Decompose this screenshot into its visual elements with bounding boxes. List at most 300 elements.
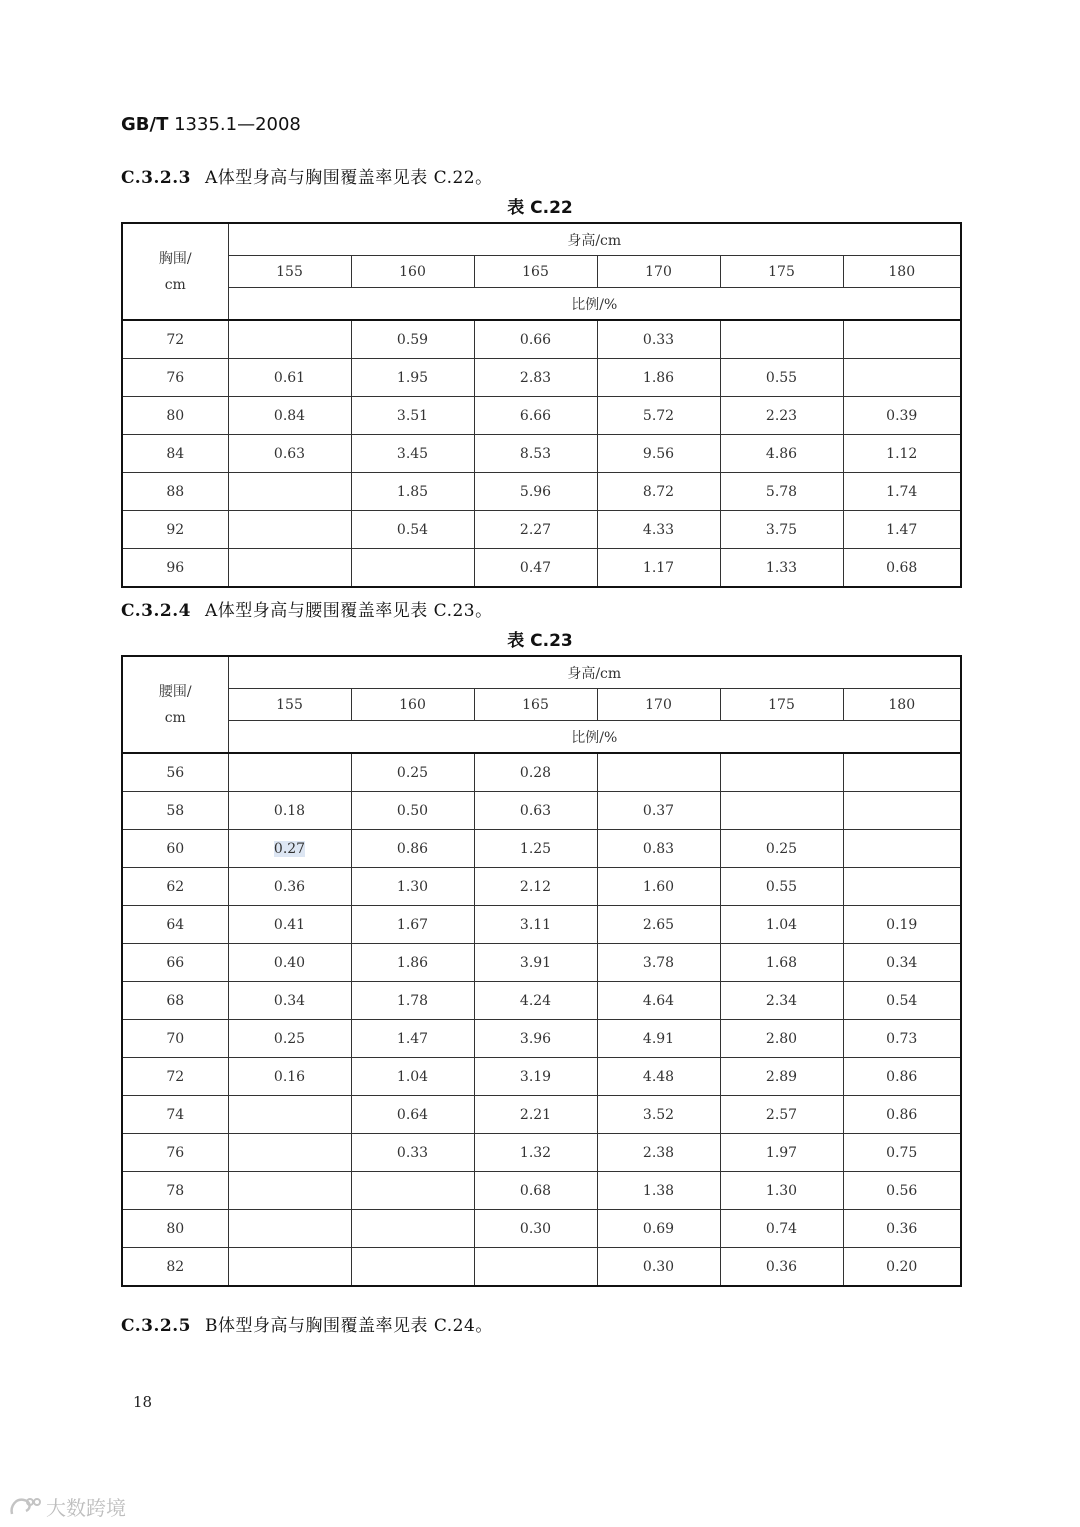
value-cell bbox=[843, 1134, 961, 1172]
value-text: 2.38 bbox=[642, 1144, 675, 1161]
value-cell bbox=[351, 1172, 474, 1210]
value-cell bbox=[474, 320, 597, 359]
clause-c324 bbox=[121, 596, 493, 621]
value-text: 3.11 bbox=[519, 916, 552, 933]
row-label: 74 bbox=[122, 1096, 228, 1134]
value-cell bbox=[843, 1058, 961, 1096]
value-cell bbox=[474, 511, 597, 549]
value-text: 4.24 bbox=[519, 992, 552, 1009]
table-row bbox=[122, 1210, 961, 1248]
value-cell bbox=[351, 435, 474, 473]
row-header-line: 胸围/ bbox=[158, 250, 192, 267]
row-header-cell bbox=[122, 656, 228, 753]
ratio-row bbox=[122, 288, 961, 321]
table-row bbox=[122, 868, 961, 906]
row-header-line: 腰围/ bbox=[158, 683, 192, 700]
value-cell bbox=[351, 1058, 474, 1096]
height-cell: 160 bbox=[351, 256, 474, 288]
value-cell bbox=[720, 359, 843, 397]
row-label: 96 bbox=[122, 549, 228, 588]
value-cell bbox=[843, 1210, 961, 1248]
value-cell bbox=[843, 753, 961, 792]
value-text: 1.74 bbox=[886, 483, 918, 500]
row-label: 64 bbox=[122, 906, 228, 944]
value-cell bbox=[228, 397, 351, 435]
value-cell bbox=[351, 868, 474, 906]
clause-text: B体型身高与胸围覆盖率见表 C.24。 bbox=[204, 1316, 493, 1336]
value-cell bbox=[720, 753, 843, 792]
value-text: 5.72 bbox=[642, 407, 675, 424]
row-label: 62 bbox=[122, 868, 228, 906]
table-row bbox=[122, 1134, 961, 1172]
value-cell bbox=[474, 397, 597, 435]
value-cell bbox=[720, 1172, 843, 1210]
value-cell bbox=[228, 435, 351, 473]
value-text: 1.04 bbox=[396, 1068, 429, 1085]
value-cell bbox=[228, 1248, 351, 1287]
value-cell bbox=[843, 1248, 961, 1287]
table-row bbox=[122, 944, 961, 982]
row-label: 72 bbox=[122, 1058, 228, 1096]
clause-text: A体型身高与胸围覆盖率见表 C.22。 bbox=[204, 168, 493, 188]
value-cell bbox=[720, 792, 843, 830]
height-cell: 160 bbox=[351, 689, 474, 721]
value-cell bbox=[597, 397, 720, 435]
value-text: 0.30 bbox=[519, 1220, 552, 1237]
value-text: 4.33 bbox=[642, 521, 675, 538]
value-text: 0.68 bbox=[519, 1182, 552, 1199]
table-row bbox=[122, 1248, 961, 1287]
value-cell bbox=[597, 1058, 720, 1096]
value-cell bbox=[843, 511, 961, 549]
value-cell bbox=[843, 830, 961, 868]
value-text: 1.30 bbox=[396, 878, 429, 895]
value-cell bbox=[228, 830, 351, 868]
value-cell bbox=[228, 359, 351, 397]
value-text: 0.54 bbox=[886, 992, 918, 1009]
standard-number: 1335.1—2008 bbox=[174, 114, 301, 135]
value-text: 5.96 bbox=[519, 483, 552, 500]
value-text: 0.64 bbox=[396, 1106, 429, 1123]
value-cell bbox=[843, 1096, 961, 1134]
value-cell bbox=[351, 320, 474, 359]
value-text: 0.20 bbox=[886, 1258, 918, 1275]
value-cell bbox=[474, 549, 597, 588]
row-header-unit: cm bbox=[164, 709, 186, 726]
value-cell bbox=[474, 868, 597, 906]
value-cell bbox=[351, 1248, 474, 1287]
value-cell bbox=[474, 944, 597, 982]
value-cell bbox=[228, 1096, 351, 1134]
table-c23-caption: 表 C.23 bbox=[507, 631, 573, 651]
value-cell bbox=[228, 944, 351, 982]
row-label: 70 bbox=[122, 1020, 228, 1058]
value-text: 0.83 bbox=[642, 840, 675, 857]
value-text: 0.56 bbox=[886, 1182, 918, 1199]
value-text: 0.61 bbox=[273, 369, 306, 386]
table-row bbox=[122, 549, 961, 588]
value-text: 2.89 bbox=[765, 1068, 798, 1085]
value-text: 4.48 bbox=[642, 1068, 675, 1085]
value-text: 8.72 bbox=[642, 483, 675, 500]
value-text: 0.37 bbox=[642, 802, 675, 819]
heights-row bbox=[122, 689, 961, 721]
value-cell bbox=[351, 549, 474, 588]
value-text: 5.78 bbox=[765, 483, 798, 500]
value-text: 0.39 bbox=[886, 407, 918, 424]
value-cell bbox=[720, 511, 843, 549]
value-cell bbox=[597, 944, 720, 982]
value-text: 0.16 bbox=[273, 1068, 306, 1085]
value-cell bbox=[228, 906, 351, 944]
value-cell bbox=[843, 868, 961, 906]
value-cell bbox=[843, 906, 961, 944]
value-text: 1.47 bbox=[886, 521, 918, 538]
value-cell bbox=[474, 1172, 597, 1210]
value-cell bbox=[597, 1210, 720, 1248]
value-cell bbox=[597, 1020, 720, 1058]
value-text: 2.21 bbox=[519, 1106, 552, 1123]
value-text: 0.50 bbox=[396, 802, 429, 819]
value-cell bbox=[474, 473, 597, 511]
value-cell bbox=[720, 944, 843, 982]
value-text: 3.75 bbox=[765, 521, 798, 538]
height-header: 身高/cm bbox=[228, 656, 961, 689]
value-cell bbox=[843, 982, 961, 1020]
row-label: 58 bbox=[122, 792, 228, 830]
value-text: 4.91 bbox=[642, 1030, 675, 1047]
value-cell bbox=[597, 868, 720, 906]
height-cell: 180 bbox=[843, 689, 961, 721]
value-text: 0.30 bbox=[642, 1258, 675, 1275]
value-cell bbox=[597, 549, 720, 588]
table-c23-body bbox=[122, 656, 961, 1286]
value-cell bbox=[228, 1210, 351, 1248]
value-cell bbox=[843, 792, 961, 830]
value-text: 6.66 bbox=[519, 407, 552, 424]
value-cell bbox=[720, 473, 843, 511]
value-cell bbox=[720, 397, 843, 435]
row-label: 56 bbox=[122, 753, 228, 792]
height-cell: 165 bbox=[474, 256, 597, 288]
value-text: 1.68 bbox=[765, 954, 798, 971]
table-c22-caption: 表 C.22 bbox=[507, 198, 573, 218]
value-cell bbox=[843, 397, 961, 435]
row-label: 92 bbox=[122, 511, 228, 549]
table-row bbox=[122, 753, 961, 792]
value-text: 0.68 bbox=[886, 559, 918, 576]
value-cell bbox=[351, 906, 474, 944]
value-cell bbox=[474, 906, 597, 944]
value-cell bbox=[351, 982, 474, 1020]
value-cell bbox=[597, 753, 720, 792]
ratio-row bbox=[122, 721, 961, 754]
value-text: 1.30 bbox=[765, 1182, 798, 1199]
row-label: 66 bbox=[122, 944, 228, 982]
value-text: 1.60 bbox=[642, 878, 675, 895]
value-text: 0.86 bbox=[886, 1106, 918, 1123]
table-row bbox=[122, 906, 961, 944]
value-text: 0.18 bbox=[273, 802, 306, 819]
value-cell bbox=[843, 944, 961, 982]
value-text: 3.19 bbox=[519, 1068, 552, 1085]
value-text: 0.27 bbox=[273, 840, 306, 857]
row-label: 80 bbox=[122, 1210, 228, 1248]
value-cell bbox=[228, 320, 351, 359]
height-cell: 175 bbox=[720, 256, 843, 288]
value-text: 1.47 bbox=[396, 1030, 429, 1047]
value-cell bbox=[597, 906, 720, 944]
value-text: 0.54 bbox=[396, 521, 429, 538]
row-label: 88 bbox=[122, 473, 228, 511]
value-text: 0.25 bbox=[765, 840, 798, 857]
value-cell bbox=[597, 435, 720, 473]
value-cell bbox=[351, 473, 474, 511]
row-label: 82 bbox=[122, 1248, 228, 1287]
value-text: 1.33 bbox=[765, 559, 798, 576]
row-label: 84 bbox=[122, 435, 228, 473]
value-text: 0.73 bbox=[886, 1030, 918, 1047]
table-row bbox=[122, 397, 961, 435]
value-text: 0.63 bbox=[273, 445, 306, 462]
clause-text: A体型身高与腰围覆盖率见表 C.23。 bbox=[204, 601, 493, 621]
value-text: 0.33 bbox=[396, 1144, 429, 1161]
value-text: 3.52 bbox=[642, 1106, 675, 1123]
height-cell: 170 bbox=[597, 256, 720, 288]
value-text: 0.40 bbox=[273, 954, 306, 971]
value-text: 0.47 bbox=[519, 559, 552, 576]
row-header-cell bbox=[122, 223, 228, 320]
clause-number: C.3.2.5 bbox=[121, 1316, 191, 1336]
row-label: 78 bbox=[122, 1172, 228, 1210]
value-cell bbox=[597, 1172, 720, 1210]
value-cell bbox=[597, 830, 720, 868]
value-text: 0.41 bbox=[273, 916, 306, 933]
value-text: 0.19 bbox=[886, 916, 918, 933]
value-text: 0.34 bbox=[273, 992, 306, 1009]
table-row bbox=[122, 320, 961, 359]
row-label: 76 bbox=[122, 359, 228, 397]
value-cell bbox=[351, 397, 474, 435]
value-cell bbox=[351, 830, 474, 868]
value-cell bbox=[351, 511, 474, 549]
value-text: 0.69 bbox=[642, 1220, 675, 1237]
value-cell bbox=[720, 868, 843, 906]
value-text: 8.53 bbox=[519, 445, 552, 462]
value-text: 3.91 bbox=[519, 954, 552, 971]
table-row bbox=[122, 792, 961, 830]
header-row bbox=[122, 223, 961, 256]
value-cell bbox=[720, 1058, 843, 1096]
table-row bbox=[122, 359, 961, 397]
table-c22-body bbox=[122, 223, 961, 587]
height-cell: 170 bbox=[597, 689, 720, 721]
value-cell bbox=[843, 1172, 961, 1210]
value-text: 2.57 bbox=[765, 1106, 798, 1123]
value-cell bbox=[597, 1134, 720, 1172]
watermark bbox=[8, 1492, 126, 1521]
value-cell bbox=[228, 753, 351, 792]
value-text: 0.36 bbox=[273, 878, 306, 895]
value-cell bbox=[474, 753, 597, 792]
value-cell bbox=[474, 435, 597, 473]
value-text: 0.36 bbox=[886, 1220, 918, 1237]
value-cell bbox=[474, 359, 597, 397]
table-row bbox=[122, 1172, 961, 1210]
value-cell bbox=[351, 1134, 474, 1172]
value-text: 0.36 bbox=[765, 1258, 798, 1275]
clause-number: C.3.2.3 bbox=[121, 168, 191, 188]
ratio-header: 比例/% bbox=[228, 288, 961, 321]
value-text: 2.80 bbox=[765, 1030, 798, 1047]
table-row bbox=[122, 1096, 961, 1134]
value-cell bbox=[720, 320, 843, 359]
height-cell: 180 bbox=[843, 256, 961, 288]
value-cell bbox=[474, 1248, 597, 1287]
value-cell bbox=[474, 1210, 597, 1248]
table-row bbox=[122, 435, 961, 473]
standard-prefix: GB/T bbox=[121, 114, 169, 135]
value-cell bbox=[474, 1020, 597, 1058]
value-cell bbox=[474, 830, 597, 868]
value-text: 1.85 bbox=[396, 483, 429, 500]
value-cell bbox=[228, 1172, 351, 1210]
value-text: 1.17 bbox=[642, 559, 675, 576]
value-text: 0.86 bbox=[886, 1068, 918, 1085]
value-text: 2.34 bbox=[765, 992, 798, 1009]
value-text: 9.56 bbox=[642, 445, 675, 462]
row-label: 60 bbox=[122, 830, 228, 868]
heights-row bbox=[122, 256, 961, 288]
header-row bbox=[122, 656, 961, 689]
table-row bbox=[122, 982, 961, 1020]
value-cell bbox=[843, 549, 961, 588]
value-cell bbox=[597, 359, 720, 397]
value-text: 0.63 bbox=[519, 802, 552, 819]
row-header-unit: cm bbox=[164, 276, 186, 293]
value-text: 0.66 bbox=[519, 331, 552, 348]
value-text: 1.97 bbox=[765, 1144, 798, 1161]
value-cell bbox=[351, 1096, 474, 1134]
clause-c323 bbox=[121, 163, 493, 188]
value-cell bbox=[228, 982, 351, 1020]
value-cell bbox=[351, 753, 474, 792]
value-text: 1.38 bbox=[642, 1182, 675, 1199]
value-text: 1.32 bbox=[519, 1144, 552, 1161]
table-c22 bbox=[121, 222, 962, 588]
value-cell bbox=[474, 1096, 597, 1134]
value-text: 1.78 bbox=[396, 992, 429, 1009]
value-text: 1.04 bbox=[765, 916, 798, 933]
value-cell bbox=[228, 868, 351, 906]
value-text: 0.75 bbox=[886, 1144, 918, 1161]
value-cell bbox=[597, 320, 720, 359]
value-cell bbox=[228, 792, 351, 830]
value-text: 1.25 bbox=[519, 840, 552, 857]
row-label: 68 bbox=[122, 982, 228, 1020]
watermark-logo-icon bbox=[8, 1494, 42, 1520]
value-cell bbox=[228, 1134, 351, 1172]
value-cell bbox=[597, 1248, 720, 1287]
table-c23 bbox=[121, 655, 962, 1287]
value-text: 3.96 bbox=[519, 1030, 552, 1047]
page-number: 18 bbox=[133, 1393, 153, 1411]
value-text: 0.84 bbox=[273, 407, 306, 424]
table-row bbox=[122, 830, 961, 868]
value-cell bbox=[720, 1134, 843, 1172]
height-header: 身高/cm bbox=[228, 223, 961, 256]
value-cell bbox=[720, 982, 843, 1020]
value-cell bbox=[474, 982, 597, 1020]
value-cell bbox=[843, 473, 961, 511]
value-text: 1.67 bbox=[396, 916, 429, 933]
standard-code bbox=[121, 114, 301, 135]
value-text: 1.86 bbox=[642, 369, 675, 386]
value-cell bbox=[228, 549, 351, 588]
value-cell bbox=[597, 792, 720, 830]
value-cell bbox=[474, 1134, 597, 1172]
value-cell bbox=[843, 359, 961, 397]
value-cell bbox=[351, 1210, 474, 1248]
value-text: 1.95 bbox=[396, 369, 429, 386]
value-text: 1.86 bbox=[396, 954, 429, 971]
value-text: 2.12 bbox=[519, 878, 552, 895]
value-cell bbox=[474, 1058, 597, 1096]
value-cell bbox=[351, 359, 474, 397]
value-text: 2.27 bbox=[519, 521, 552, 538]
height-cell: 175 bbox=[720, 689, 843, 721]
value-cell bbox=[720, 1248, 843, 1287]
value-cell bbox=[720, 1020, 843, 1058]
value-cell bbox=[597, 511, 720, 549]
value-text: 0.28 bbox=[519, 764, 552, 781]
clause-number: C.3.2.4 bbox=[121, 601, 191, 621]
value-text: 2.83 bbox=[519, 369, 552, 386]
watermark-text: 大数跨境 bbox=[46, 1496, 126, 1520]
value-text: 0.59 bbox=[396, 331, 429, 348]
value-cell bbox=[351, 1020, 474, 1058]
height-cell: 155 bbox=[228, 689, 351, 721]
value-text: 2.65 bbox=[642, 916, 675, 933]
value-text: 0.34 bbox=[886, 954, 918, 971]
value-cell bbox=[720, 1096, 843, 1134]
value-cell bbox=[228, 511, 351, 549]
value-cell bbox=[720, 906, 843, 944]
value-text: 0.55 bbox=[765, 878, 798, 895]
clause-c325 bbox=[121, 1311, 493, 1336]
value-cell bbox=[843, 435, 961, 473]
value-text: 3.51 bbox=[396, 407, 429, 424]
value-text: 3.45 bbox=[396, 445, 429, 462]
height-cell: 165 bbox=[474, 689, 597, 721]
row-label: 72 bbox=[122, 320, 228, 359]
value-text: 2.23 bbox=[765, 407, 798, 424]
row-label: 80 bbox=[122, 397, 228, 435]
value-cell bbox=[720, 1210, 843, 1248]
value-cell bbox=[351, 792, 474, 830]
value-cell bbox=[720, 435, 843, 473]
height-cell: 155 bbox=[228, 256, 351, 288]
value-text: 1.12 bbox=[886, 445, 918, 462]
value-cell bbox=[597, 1096, 720, 1134]
value-cell bbox=[228, 473, 351, 511]
table-row bbox=[122, 1020, 961, 1058]
value-cell bbox=[720, 549, 843, 588]
value-cell bbox=[720, 830, 843, 868]
value-text: 0.25 bbox=[273, 1030, 306, 1047]
value-cell bbox=[228, 1020, 351, 1058]
value-cell bbox=[474, 792, 597, 830]
